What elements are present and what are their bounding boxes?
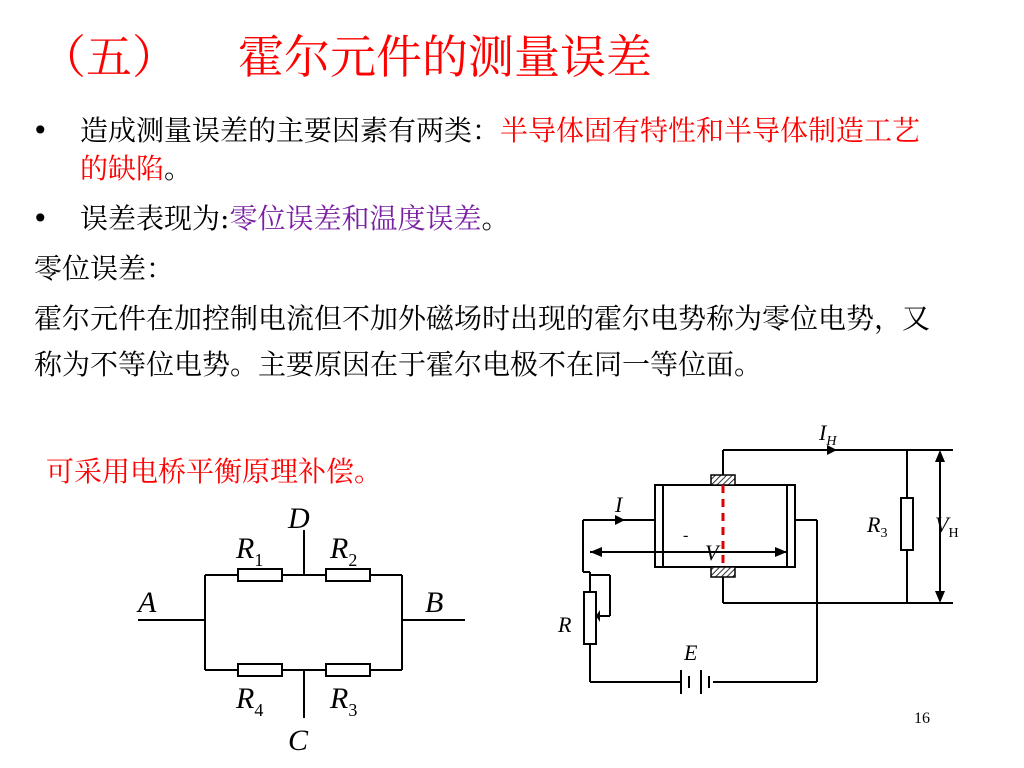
zero-error-heading: 零位误差： [34,252,175,285]
r2-label: $R_2$ [330,532,358,570]
page-number: 16 [914,710,930,727]
r-label: R [558,612,572,637]
title-text: 霍尔元件的测量误差 [238,30,652,84]
bullet-2-end: 。 [481,202,510,235]
e-label: E [684,640,698,665]
node-b-label: B [425,586,444,619]
hall-electrode-bottom [711,567,735,577]
r1-label: $R_1$ [236,532,264,570]
bullet-2-highlight: 零位误差和温度误差 [229,202,482,235]
bullet-marker: • [32,114,49,147]
r4-label: $R_4$ [236,682,264,720]
title-prefix: （五） [40,30,178,84]
v-label: V [705,540,719,565]
hall-electrode-top [711,475,735,485]
slide-title [40,30,652,84]
battery-symbol [681,670,709,694]
bullet-1-highlight: 半导体固有特性和半导体制造工艺的缺陷 [80,114,921,185]
v-arrow-left-icon [590,547,602,557]
resistor-r1 [238,569,282,581]
vh-arrow-down-icon [935,591,945,603]
zero-error-paragraph: 霍尔元件在加控制电流但不加外磁场时出现的霍尔电势称为零位电势，又称为不等位电势。主要原因在于霍尔电极不在同一等位面。 [34,302,931,381]
resistor-r2 [326,569,370,581]
bridge-diagram [130,500,470,755]
node-d-label: D [288,502,310,535]
hall-circuit-diagram [555,420,975,695]
resistor-r3 [326,664,370,676]
node-c-label: C [288,724,309,755]
vh-label: $V_H$ [935,512,959,541]
bullet-1-end: 。 [164,152,193,185]
resistor-r4 [238,664,282,676]
r3-label: $R_3$ [867,512,888,541]
vh-arrow-up-icon [935,450,945,462]
v-arrow-right-icon [775,547,787,557]
r3-resistor [901,498,913,550]
bullet-1-lead: 造成测量误差的主要因素有两类： [80,114,501,147]
node-a-label: A [138,586,157,619]
i-label: I [615,492,623,517]
bullet-marker: • [32,202,49,235]
ih-label: $I_H$ [819,420,837,449]
compensation-note: 可采用电桥平衡原理补偿。 [46,455,383,488]
minus-label: - [683,527,689,544]
r-resistor [584,592,596,644]
bullet-2-lead: 误差表现为: [80,202,230,235]
r3-label: $R_3$ [330,682,358,720]
